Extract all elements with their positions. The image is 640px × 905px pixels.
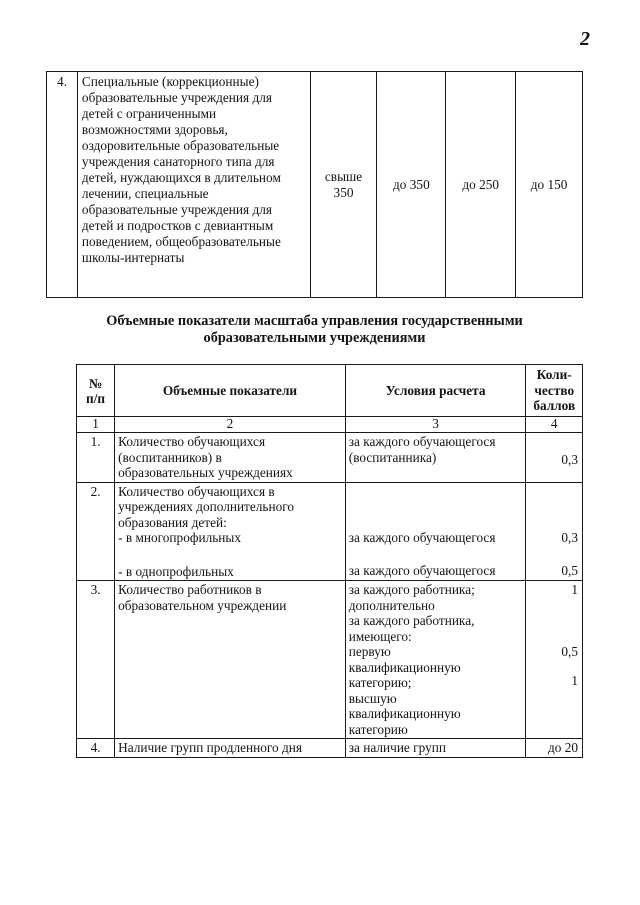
text-line: за каждого обучающегося <box>348 563 496 578</box>
text-line: образовательном учреждении <box>118 597 287 613</box>
table-row <box>77 482 583 581</box>
text-line: - в однопрофильных <box>118 563 234 579</box>
continuation-table <box>46 71 583 298</box>
text-line: образовательные учреждения для <box>81 90 272 105</box>
points-value: 0,3 <box>561 529 578 545</box>
value-line: 350 <box>333 184 354 200</box>
indicator-cell <box>115 433 346 483</box>
points-cell: до 20 <box>526 739 583 758</box>
indicators-table <box>76 364 583 758</box>
row-number: 2. <box>77 482 115 581</box>
page-number: 2 <box>580 28 590 50</box>
value-cell-3: до 250 <box>446 72 516 298</box>
header-points <box>526 365 583 417</box>
table-row <box>77 581 583 739</box>
points-value: 1 <box>571 673 578 688</box>
text-line: за каждого обучающегося <box>348 529 496 545</box>
header-condition: Условия расчета <box>345 365 526 417</box>
text-line: квалификационную <box>348 659 461 675</box>
text-line: Количество обучающихся <box>118 434 266 449</box>
column-index: 2 <box>115 417 346 433</box>
text-line: Количество работников в <box>118 582 262 597</box>
points-value: 0,5 <box>561 563 578 578</box>
header-line: баллов <box>533 398 576 414</box>
table-row <box>77 433 583 483</box>
table-row <box>77 739 583 758</box>
text-line: высшую <box>348 690 397 706</box>
text-line: категорию; <box>348 675 412 690</box>
value-cell-1 <box>310 72 377 298</box>
header-number <box>77 365 115 417</box>
header-line: Коли- <box>536 367 572 383</box>
text-line: учреждения санаторного типа для <box>81 154 275 169</box>
text-line: (воспитанников) в <box>118 449 222 465</box>
header-row <box>77 365 583 417</box>
text-line: детей и подростков с девиантным <box>81 218 274 233</box>
header-line: № <box>88 375 103 391</box>
condition-cell <box>345 433 526 483</box>
text-line: за каждого обучающегося <box>348 434 496 449</box>
header-line: п/п <box>86 391 106 406</box>
text-line: детей с ограниченными <box>81 106 217 121</box>
column-index-row <box>77 417 583 433</box>
text-line: образования детей: <box>118 514 227 530</box>
value-line: свыше <box>324 168 363 184</box>
header-indicator: Объемные показатели <box>115 365 346 417</box>
text-line: квалификационную <box>348 706 461 721</box>
text-line: - в многопрофильных <box>118 530 241 545</box>
condition-cell: за наличие групп <box>345 739 526 758</box>
text-line: Специальные (коррекционные) <box>81 74 259 89</box>
points-value: 0,3 <box>561 452 578 467</box>
text-line: лечении, специальные <box>81 186 209 201</box>
row-number: 3. <box>77 581 115 739</box>
header-line: чество <box>534 382 575 398</box>
text-line: первую <box>348 644 391 659</box>
value-cell-2: до 350 <box>377 72 446 298</box>
text-line: за каждого работника; <box>348 582 475 597</box>
column-index: 1 <box>77 417 115 433</box>
text-line: Количество обучающихся в <box>118 483 275 499</box>
condition-cell <box>345 581 526 739</box>
section-heading <box>46 313 583 347</box>
text-line: детей, нуждающихся в длительном <box>81 170 281 185</box>
points-cell <box>526 581 583 739</box>
table-row <box>47 72 583 298</box>
indicator-cell: Наличие групп продленного дня <box>115 739 346 758</box>
text-line: образовательных учреждениях <box>118 465 293 480</box>
row-number: 4. <box>47 72 78 298</box>
points-value: 0,5 <box>561 643 578 659</box>
points-cell <box>526 482 583 581</box>
text-line: оздоровительные образовательные <box>81 138 280 153</box>
column-index: 3 <box>345 417 526 433</box>
text-line: (воспитанника) <box>348 449 437 465</box>
text-line: поведением, общеобразовательные <box>81 234 281 249</box>
row-number: 1. <box>77 433 115 483</box>
text-line: школы-интернаты <box>81 250 185 265</box>
text-line: категорию <box>348 721 408 737</box>
text-line: за каждого работника, <box>348 613 475 628</box>
points-value: 1 <box>571 582 578 597</box>
text-line: возможностями здоровья, <box>81 122 228 137</box>
text-line: образовательные учреждения для <box>81 202 272 217</box>
row-number: 4. <box>77 739 115 758</box>
institution-type-cell <box>77 72 310 298</box>
condition-cell <box>345 482 526 581</box>
value-cell-4: до 150 <box>516 72 583 298</box>
heading-line: образовательными учреждениями <box>203 330 426 346</box>
column-index: 4 <box>526 417 583 433</box>
text-line: имеющего: <box>348 628 412 644</box>
heading-line: Объемные показатели масштаба управления государственными <box>106 313 523 329</box>
text-line: дополнительно <box>348 597 435 613</box>
points-cell <box>526 433 583 483</box>
indicator-cell <box>115 581 346 739</box>
indicator-cell <box>115 482 346 581</box>
text-line: учреждениях дополнительного <box>118 499 295 514</box>
